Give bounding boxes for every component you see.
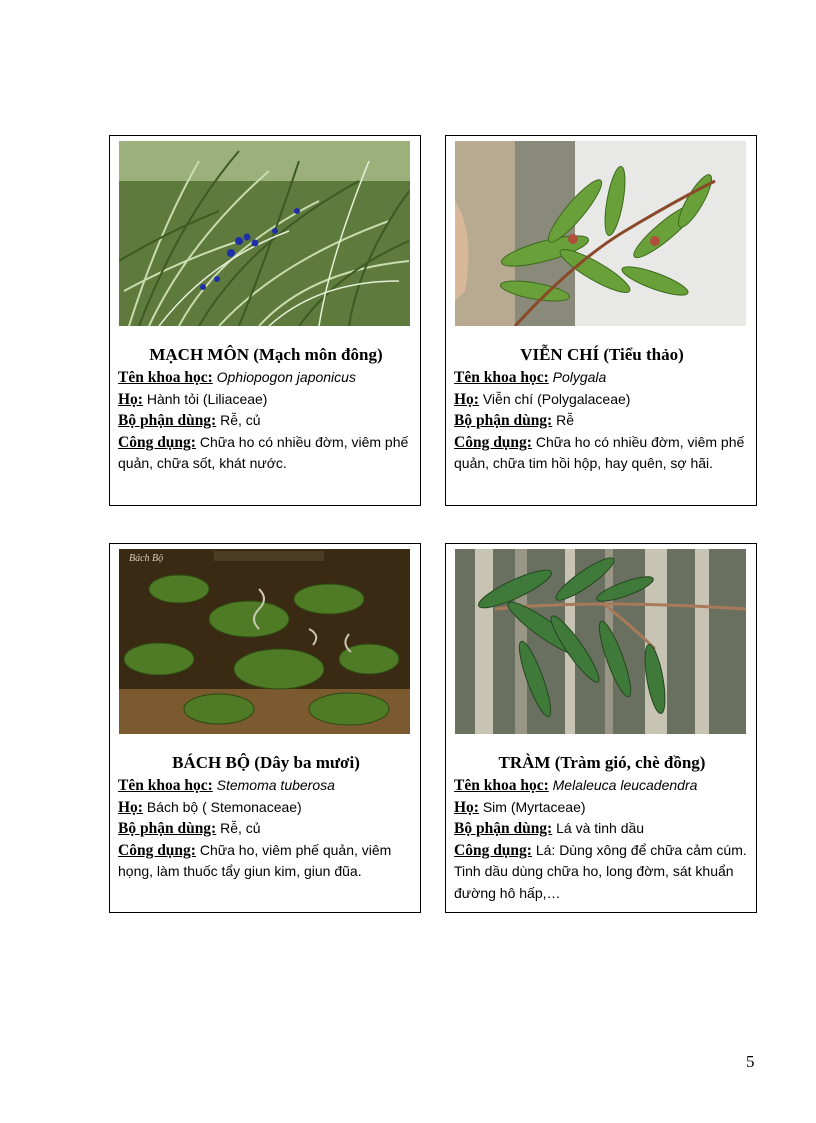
uses-label: Công dụng: <box>454 433 532 451</box>
scientific-name-value: Stemoma tuberosa <box>216 777 335 793</box>
herb-card-tram <box>445 543 757 913</box>
uses-label: Công dụng: <box>454 841 532 859</box>
vine-leaves-photo <box>119 549 410 734</box>
part-used-label: Bộ phận dùng: <box>454 820 553 837</box>
uses-value: Chữa ho có nhiều đờm, viêm phế quản, chữa sốt, khát nước. <box>118 433 409 471</box>
scientific-name-label: Tên khoa học: <box>118 369 213 386</box>
svg-text:Bách Bộ: Bách Bộ <box>129 553 164 564</box>
scientific-name-value: Polygala <box>552 369 607 385</box>
card-title: TRÀM (Tràm gió, chè đồng) <box>498 753 706 772</box>
scientific-name-label: Tên khoa học: <box>118 777 213 794</box>
card-title: VIỄN CHÍ (Tiểu thảo) <box>520 345 684 364</box>
family-value: Viễn chí (Polygalaceae) <box>482 390 631 407</box>
card-title: BÁCH BỘ (Dây ba mươi) <box>172 753 360 772</box>
family-value: Bách bộ ( Stemonaceae) <box>146 798 302 815</box>
family-value: Sim (Myrtaceae) <box>482 798 586 815</box>
uses-label: Công dụng: <box>118 841 196 859</box>
part-used-label: Bộ phận dùng: <box>118 412 217 429</box>
grass-with-blue-berries-photo <box>119 141 410 326</box>
cajeput-branch-photo <box>455 549 746 734</box>
uses-value: Lá: Dùng xông để chữa cảm cúm. Tinh dầu dùng chữa ho, long đờm, sát khuẩn đường hô hấp,… <box>454 841 747 901</box>
leafy-branch-photo <box>455 141 746 326</box>
part-used-label: Bộ phận dùng: <box>118 820 217 837</box>
card-title: MẠCH MÔN (Mạch môn đông) <box>149 345 383 364</box>
part-used-label: Bộ phận dùng: <box>454 412 553 429</box>
scientific-name-label: Tên khoa học: <box>454 777 549 794</box>
family-label: Họ: <box>118 390 143 408</box>
herb-card-bach-bo <box>109 543 421 913</box>
family-value: Hành tỏi (Liliaceae) <box>146 390 268 407</box>
family-label: Họ: <box>118 798 143 816</box>
uses-value: Chữa ho, viêm phế quản, viêm họng, làm thuốc tẩy giun kim, giun đũa. <box>118 841 392 879</box>
herb-card-mach-mon <box>109 135 421 506</box>
page-number: 5 <box>746 1052 755 1071</box>
scientific-name-value: Melaleuca leucadendra <box>552 777 698 793</box>
herb-card-vien-chi <box>445 135 757 506</box>
family-label: Họ: <box>454 390 479 408</box>
uses-value: Chữa ho có nhiều đờm, viêm phế quản, chữa tim hồi hộp, hay quên, sợ hãi. <box>454 433 745 471</box>
part-used-value: Rễ, củ <box>220 820 261 836</box>
part-used-value: Rễ, củ <box>220 412 261 428</box>
part-used-value: Lá và tinh dầu <box>556 820 645 836</box>
part-used-value: Rễ <box>556 412 575 428</box>
scientific-name-value: Ophiopogon japonicus <box>216 369 356 385</box>
uses-label: Công dụng: <box>118 433 196 451</box>
family-label: Họ: <box>454 798 479 816</box>
scientific-name-label: Tên khoa học: <box>454 369 549 386</box>
